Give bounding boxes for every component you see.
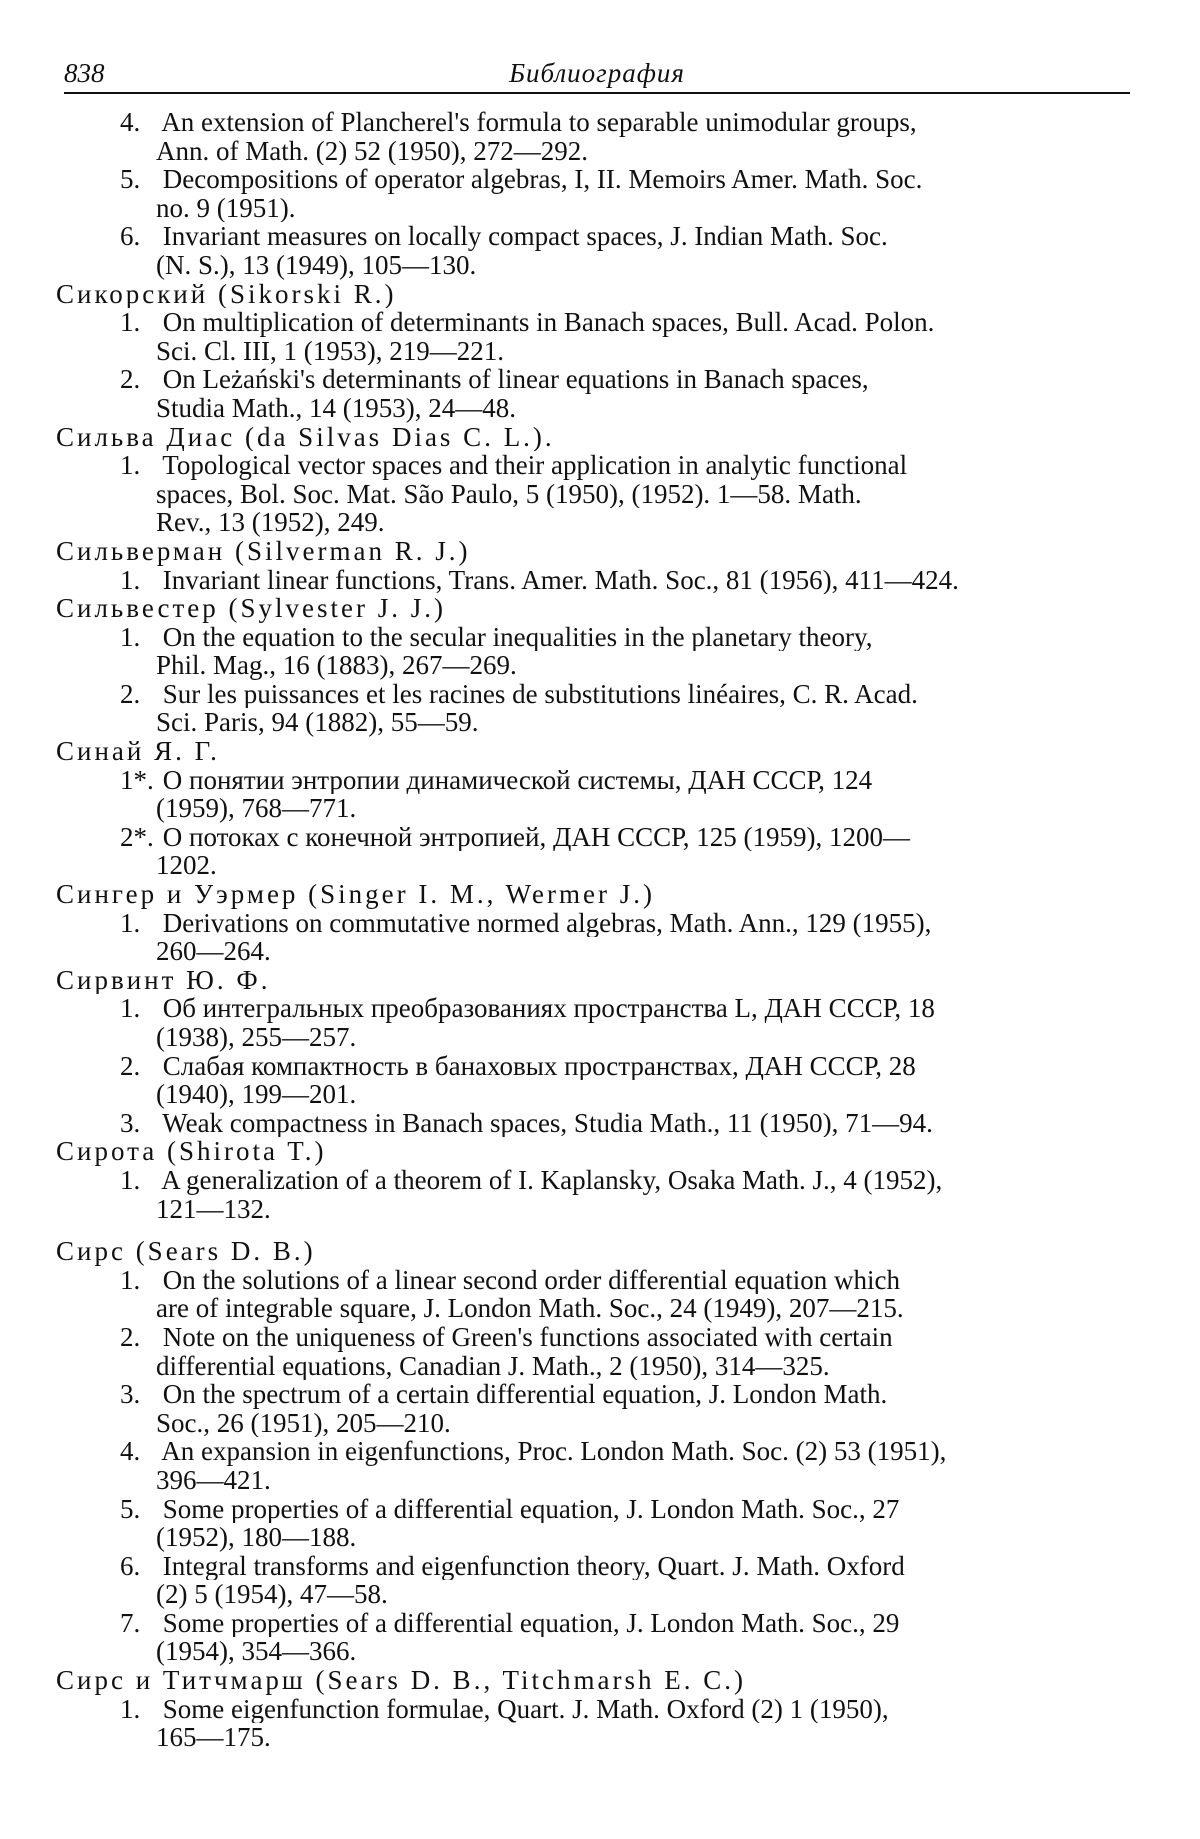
author-heading [56,737,1136,766]
entry-text: On the solutions of a linear second order differential equation which [156,1265,901,1295]
entry-text: Some properties of a differential equation, J. London Math. Soc., 29 [156,1608,900,1638]
entry-text: On the spectrum of a certain differential equation, J. London Math. [156,1380,888,1409]
entry-text: Sci. Cl. III, 1 (1953), 219—221. [156,336,504,366]
entry-text: On multiplication of determinants in Banach spaces, Bull. Acad. Polon. [156,308,935,337]
entry-text: Decompositions of operator algebras, I, II. Memoirs Amer. Math. Soc. [156,165,923,194]
reference-entry [56,365,1136,394]
entry-number: 4. [120,1437,141,1466]
running-title: Библиография [509,58,685,88]
entry-number: 2. [120,1051,141,1081]
entry-text: 260—264. [156,937,271,966]
entry-text: Об интегральных преобразованиях пространства L, ДАН СССР, 18 [156,994,935,1023]
author-heading [56,1237,1136,1266]
entry-continuation [56,1466,1136,1495]
reference-entry [56,623,1136,652]
author-heading [56,537,1136,566]
reference-entry [56,680,1136,709]
entry-text: Soc., 26 (1951), 205—210. [156,1408,451,1438]
entry-text: Topological vector spaces and their application in analytic functional [156,451,908,480]
entry-number: 1. [120,1694,141,1724]
reference-entry [56,566,1136,595]
author-heading [56,966,1136,995]
author-name: Сильвестер (Sylvester J. J.) [56,594,446,623]
reference-entry [56,909,1136,938]
entry-number: 6. [120,222,141,251]
entry-text: Phil. Mag., 16 (1883), 267—269. [156,651,517,680]
entry-text: (1952), 180—188. [156,1523,357,1552]
entry-text: Слабая компактность в банаховых пространствах, ДАН СССР, 28 [156,1051,916,1081]
reference-entry [56,108,1136,137]
entry-text: Some eigenfunction formulae, Quart. J. Math. Oxford (2) 1 (1950), [156,1694,889,1724]
entry-text: 1202. [156,851,217,881]
reference-entry [56,766,1136,795]
entry-continuation [56,1352,1136,1381]
entry-continuation [56,1723,1136,1752]
entry-text: Some properties of a differential equation, J. London Math. Soc., 27 [156,1494,900,1524]
entry-number: 2. [120,365,141,394]
author-heading [56,280,1136,309]
entry-text: Sci. Paris, 94 (1882), 55—59. [156,708,479,738]
entry-number: 2*. [120,822,154,852]
entry-text: spaces, Bol. Soc. Mat. São Paulo, 5 (1950), (1952). 1—58. Math. [156,479,862,509]
author-name: Сингер и Уэрмер (Singer I. M., Wermer J.) [56,880,655,909]
author-name: Сильверман (Silverman R. J.) [56,536,471,566]
reference-entry [56,1323,1136,1352]
entry-continuation [56,708,1136,737]
entry-text: 121—132. [156,1194,271,1224]
entry-text: (N. S.), 13 (1949), 105—130. [156,250,477,280]
entry-continuation [56,1409,1136,1438]
author-name: Сирота (Shirota T.) [56,1137,327,1166]
author-name: Сирс и Титчмарш (Sears D. B., Titchmarsh E. C.) [56,1666,746,1695]
entry-text: A generalization of a theorem of I. Kaplansky, Osaka Math. J., 4 (1952), [156,1165,943,1195]
entry-number: 3. [120,1108,141,1138]
reference-entry [56,1380,1136,1409]
entry-text: Rev., 13 (1952), 249. [156,508,385,537]
entry-number: 6. [120,1551,141,1581]
entry-text: differential equations, Canadian J. Math., 2 (1950), 314—325. [156,1351,830,1381]
entry-text: 396—421. [156,1465,271,1495]
entry-number: 1. [120,622,141,652]
reference-entry [56,451,1136,480]
entry-continuation [56,1580,1136,1609]
entry-text: no. 9 (1951). [156,193,296,223]
entry-text: On the equation to the secular inequalities in the planetary theory, [156,622,873,652]
reference-entry [56,1166,1136,1195]
reference-entry [56,222,1136,251]
entry-continuation [56,937,1136,966]
entry-continuation [56,251,1136,280]
entry-text: О понятии энтропии динамической системы, ДАН СССР, 124 [156,765,873,795]
entry-number: 1. [120,308,141,337]
spacer [56,1223,1136,1237]
entry-text: Studia Math., 14 (1953), 24—48. [156,393,516,423]
entry-continuation [56,1637,1136,1666]
entry-text: Ann. of Math. (2) 52 (1950), 272—292. [156,136,588,166]
entry-text: (1954), 354—366. [156,1637,357,1667]
entry-continuation [56,1080,1136,1109]
reference-entry [56,1437,1136,1466]
entry-text: Integral transforms and eigenfunction theory, Quart. J. Math. Oxford [156,1551,905,1581]
entry-continuation [56,1023,1136,1052]
entry-text: Invariant measures on locally compact spaces, J. Indian Math. Soc. [156,222,888,251]
entry-text: О потоках с конечной энтропией, ДАН СССР, 125 (1959), 1200— [156,822,911,852]
author-heading [56,594,1136,623]
entry-number: 1. [120,908,141,938]
entry-text: Note on the uniqueness of Green's functions associated with certain [156,1322,893,1352]
reference-entry [56,1052,1136,1081]
author-name: Сирвинт Ю. Ф. [56,965,271,995]
entry-continuation [56,651,1136,680]
entry-text: Invariant linear functions, Trans. Amer. Math. Soc., 81 (1956), 411—424. [156,565,959,595]
reference-entry [56,1609,1136,1638]
author-heading [56,1666,1136,1695]
entry-text: An expansion in eigenfunctions, Proc. London Math. Soc. (2) 53 (1951), [156,1437,947,1466]
entry-number: 5. [120,1494,141,1524]
reference-entry [56,308,1136,337]
entry-number: 1. [120,994,141,1023]
entry-text: (2) 5 (1954), 47—58. [156,1580,388,1609]
reference-entry [56,994,1136,1023]
page-number: 838 [64,58,105,88]
entry-number: 2. [120,1322,141,1352]
author-name: Сикорский (Sikorski R.) [56,279,397,309]
entry-continuation [56,137,1136,166]
entry-number: 1*. [120,765,154,795]
entry-number: 2. [120,679,141,709]
entry-text: (1938), 255—257. [156,1023,357,1052]
entry-continuation [56,337,1136,366]
header-rule [64,92,1130,94]
reference-entry [56,1552,1136,1581]
entry-text: On Leżański's determinants of linear equations in Banach spaces, [156,365,869,394]
reference-entry [56,165,1136,194]
reference-entry [56,1695,1136,1724]
entry-continuation [56,480,1136,509]
entry-continuation [56,508,1136,537]
entry-number: 1. [120,565,141,595]
reference-entry [56,1266,1136,1295]
author-heading [56,423,1136,452]
entry-continuation [56,1195,1136,1224]
entry-continuation [56,794,1136,823]
entry-text: are of integrable square, J. London Math. Soc., 24 (1949), 207—215. [156,1294,904,1323]
entry-number: 5. [120,165,141,194]
author-name: Сирс (Sears D. B.) [56,1237,316,1266]
entry-text: (1940), 199—201. [156,1080,357,1109]
author-name: Синай Я. Г. [56,737,220,766]
entry-text: Sur les puissances et les racines de substitutions linéaires, C. R. Acad. [156,679,918,709]
entry-continuation [56,851,1136,880]
bibliography-list [56,108,1136,1752]
entry-continuation [56,394,1136,423]
entry-number: 3. [120,1380,141,1409]
reference-entry [56,1495,1136,1524]
entry-number: 4. [120,108,141,137]
reference-entry [56,823,1136,852]
entry-continuation [56,1523,1136,1552]
entry-text: Weak compactness in Banach spaces, Studia Math., 11 (1950), 71—94. [156,1108,933,1138]
entry-number: 1. [120,451,141,480]
author-heading [56,880,1136,909]
author-heading [56,1137,1136,1166]
reference-entry [56,1109,1136,1138]
author-name: Сильва Диас (da Silvas Dias C. L.). [56,422,555,452]
entry-text: Derivations on commutative normed algebras, Math. Ann., 129 (1955), [156,908,932,938]
entry-text: 165—175. [156,1723,271,1752]
entry-text: (1959), 768—771. [156,794,357,823]
entry-number: 1. [120,1265,141,1295]
entry-continuation [56,1294,1136,1323]
entry-continuation [56,194,1136,223]
entry-number: 1. [120,1165,141,1195]
entry-number: 7. [120,1608,141,1638]
entry-text: An extension of Plancherel's formula to separable unimodular groups, [156,108,917,137]
